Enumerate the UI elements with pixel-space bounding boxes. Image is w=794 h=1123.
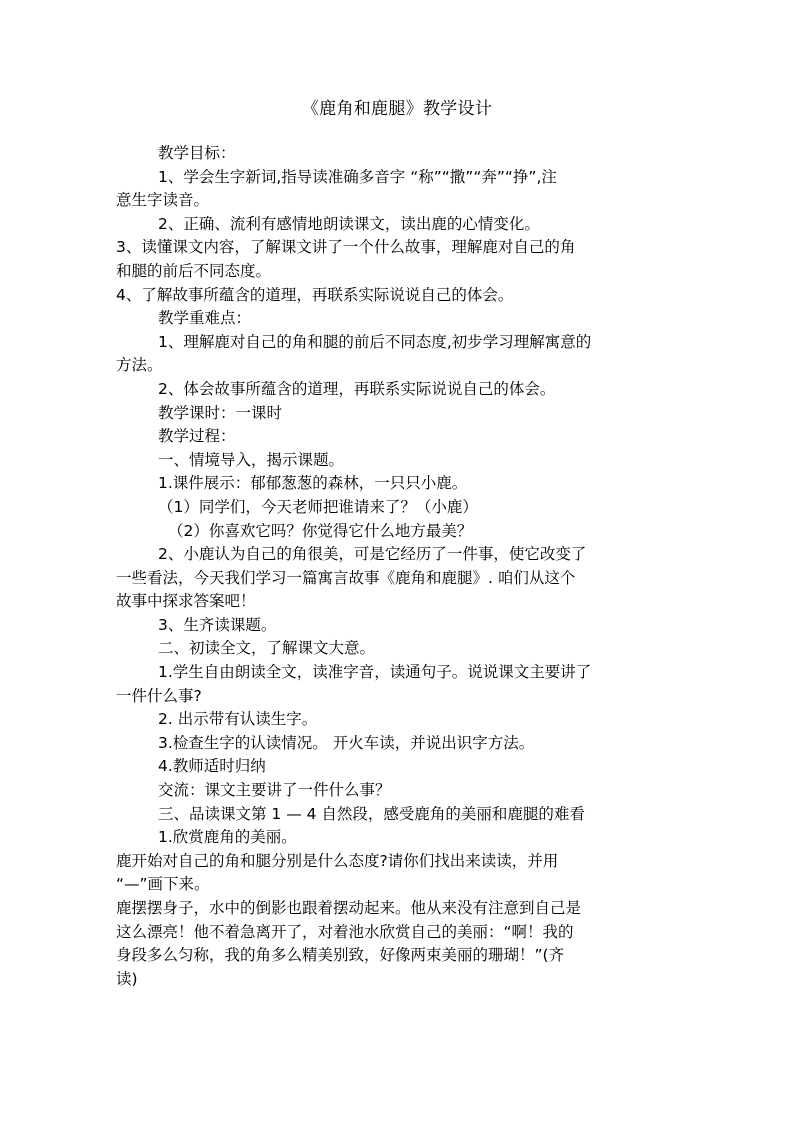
text-line: 读) <box>116 969 138 988</box>
text-line: 二、初读全文，了解课文大意。 <box>158 639 376 658</box>
text-line: 一件什么事? <box>116 686 202 705</box>
text-line: 4、了解故事所蕴含的道理，再联系实际说说自己的体会。 <box>116 285 514 304</box>
text-line: 3、读懂课文内容，了解课文讲了一个什么故事，理解鹿对自己的角 <box>116 238 576 257</box>
text-line: 4.教师适时归纳 <box>158 757 266 776</box>
text-line: 这么漂亮！他不着急离开了，对着池水欣赏自己的美丽：“啊！我的 <box>116 922 574 941</box>
text-line: 教学过程： <box>158 427 236 446</box>
text-line: 意生字读音。 <box>116 191 210 210</box>
text-line: 三、品读课文第 1 — 4 自然段，感受鹿角的美丽和鹿腿的难看 <box>158 804 585 823</box>
text-line: 2、体会故事所蕴含的道理，再联系实际说说自己的体会。 <box>158 379 556 398</box>
text-line: 身段多么匀称，我的角多么精美别致，好像两束美丽的珊瑚！”(齐 <box>116 946 565 965</box>
text-line: 交流：课文主要讲了一件什么事？ <box>158 781 391 800</box>
text-line: 教学目标： <box>158 144 236 162</box>
text-line: 教学重难点： <box>158 309 252 328</box>
text-line: “—”画下来。 <box>116 875 210 894</box>
text-line: 鹿摆摆身子，水中的倒影也跟着摆动起来。他从来没有注意到自己是 <box>116 899 582 917</box>
text-line: 1.学生自由朗读全文，读准字音，读通句子。说说课文主要讲了 <box>158 663 592 682</box>
text-line: 2. 出示带有认读生字。 <box>158 710 318 729</box>
text-line: 鹿开始对自己的角和腿分别是什么态度?请你们找出来读读，并用 <box>116 851 559 870</box>
text-line: 2、正确、流利有感情地朗读课文，读出鹿的心情变化。 <box>158 214 540 233</box>
text-line: 1、理解鹿对自己的角和腿的前后不同态度,初步学习理解寓意的 <box>158 332 592 351</box>
text-line: 方法。 <box>116 356 163 375</box>
text-line: 和腿的前后不同态度。 <box>116 261 272 280</box>
document-title: 《鹿角和鹿腿》教学设计 <box>301 99 493 119</box>
text-line: （1）同学们，今天老师把谁请来了？（小鹿） <box>158 497 478 516</box>
text-line: 教学课时：一课时 <box>158 403 283 422</box>
text-line: 3.检查生字的认读情况。 开火车读，并说出识字方法。 <box>158 733 535 752</box>
text-line: 1.课件展示：郁郁葱葱的森林，一只只小鹿。 <box>158 474 468 493</box>
text-line: 1、学会生字新词,指导读准确多音字 “称”“撒”“奔”“挣”,注 <box>158 167 557 186</box>
text-line: 一、情境导入，揭示课题。 <box>158 450 345 469</box>
text-line: 3、生齐读课题。 <box>158 615 277 634</box>
text-line: 一些看法，今天我们学习一篇寓言故事《鹿角和鹿腿》. 咱们从这个 <box>116 568 576 587</box>
text-line: 1.欣赏鹿角的美丽。 <box>158 828 297 847</box>
text-line: （2）你喜欢它吗？你觉得它什么地方最美？ <box>168 521 473 540</box>
text-line: 故事中探求答案吧！ <box>116 592 256 611</box>
text-line: 2、小鹿认为自己的角很美，可是它经历了一件事，使它改变了 <box>158 545 587 564</box>
document-body <box>116 142 682 991</box>
